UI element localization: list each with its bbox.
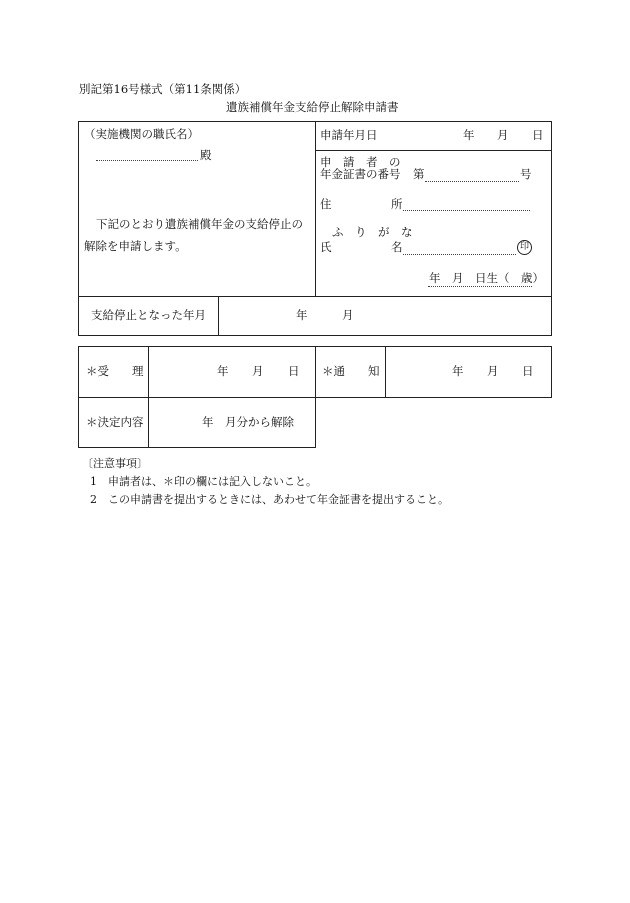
office-col-divider-1 [148, 346, 149, 448]
honorific: 殿 [200, 148, 212, 162]
address-label-a: 住 [320, 197, 332, 211]
suspension-month: 月 [342, 308, 354, 322]
notes-item: 2 この申請書を提出するときには、あわせて年金証書を提出すること。 [90, 493, 449, 506]
receipt-year: 年 [217, 364, 229, 378]
name-field[interactable] [403, 254, 516, 255]
suspension-label: 支給停止となった年月 [91, 308, 206, 322]
form-reference: 別記第16号様式（第11条関係） [79, 82, 247, 96]
date-row-divider [315, 150, 552, 151]
page-title: 遺族補償年金支給停止解除申請書 [226, 100, 399, 114]
notice-label: ＊通 知 [322, 364, 380, 378]
cert-suffix: 号 [520, 167, 532, 181]
birth-date-field[interactable] [428, 286, 532, 287]
column-divider [315, 121, 316, 296]
name-label-a: 氏 [320, 240, 332, 254]
seal-mark: 印 [517, 240, 532, 255]
notes-heading: 〔注意事項〕 [82, 457, 148, 470]
decision-left-border [78, 397, 79, 448]
office-col-divider-2 [315, 346, 316, 448]
furigana-label: ふ り が な [332, 225, 413, 239]
agency-label: （実施機関の職氏名） [84, 127, 199, 141]
application-date-year: 年 [463, 128, 475, 142]
decision-bottom-border [78, 447, 316, 448]
agency-name-field[interactable] [96, 160, 198, 161]
receipt-month: 月 [252, 364, 264, 378]
pension-cert-label: 年金証書の番号 [320, 167, 401, 181]
notice-year: 年 [452, 364, 464, 378]
decision-label: ＊決定内容 [86, 415, 144, 429]
suspension-year: 年 [296, 308, 308, 322]
address-field[interactable] [403, 210, 530, 211]
cert-number-field[interactable] [425, 181, 519, 182]
receipt-label: ＊受 理 [86, 364, 144, 378]
birth-date-label: 年 月 日生（ 歳） [429, 271, 544, 285]
application-date-month: 月 [497, 128, 509, 142]
address-label-b: 所 [391, 197, 403, 211]
name-label-b: 名 [391, 240, 403, 254]
applicant-label: 申 請 者 の [320, 155, 401, 169]
request-text-line2: 解除を申請します。 [84, 239, 187, 253]
notes-item: 1 申請者は、＊印の欄には記入しないこと。 [90, 475, 317, 488]
office-col-divider-3 [385, 346, 386, 398]
suspension-column-divider [218, 296, 219, 336]
notice-month: 月 [487, 364, 499, 378]
notice-day: 日 [522, 364, 534, 378]
cert-prefix: 第 [413, 167, 425, 181]
decision-value: 年 月分から解除 [202, 415, 294, 429]
suspension-row-divider [78, 296, 552, 297]
receipt-day: 日 [288, 364, 300, 378]
application-date-label: 申請年月日 [320, 128, 378, 142]
request-text-line1: 下記のとおり遺族補償年金の支給停止の [96, 217, 303, 231]
application-date-day: 日 [532, 128, 544, 142]
